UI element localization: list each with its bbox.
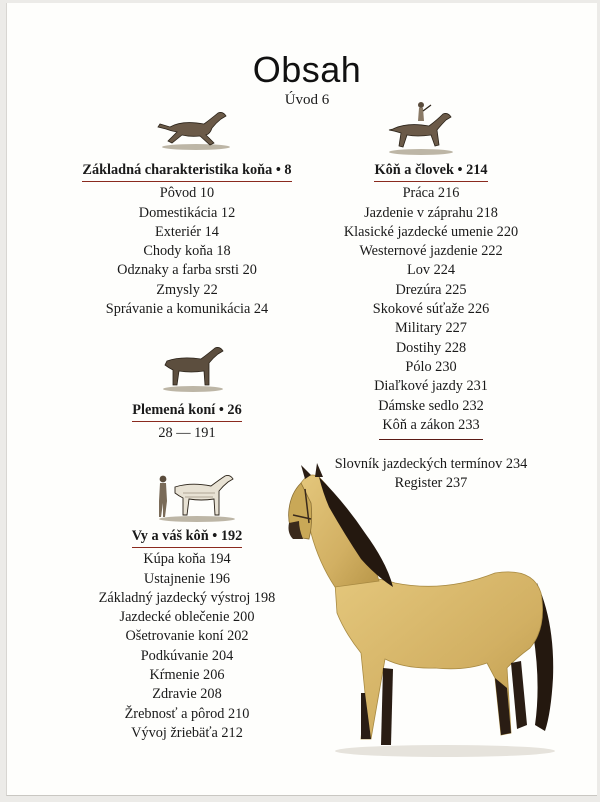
toc-entry[interactable]: Exteriér 14 [155, 223, 219, 240]
horse-rider-illustration [377, 99, 467, 157]
toc-entry[interactable]: Register 237 [394, 475, 468, 492]
page [6, 3, 597, 796]
toc-entry[interactable]: Drezúra 225 [395, 281, 467, 298]
buckskin-horse-photo [275, 463, 575, 763]
section-heading[interactable]: Základná charakteristika koňa • 8 [82, 161, 291, 182]
toc-entry[interactable]: Domestikácia 12 [138, 204, 236, 221]
toc-entry[interactable]: Zdravie 208 [152, 686, 222, 703]
toc-entry[interactable]: Military 227 [395, 320, 467, 337]
toc-entry[interactable]: Správanie a komunikácia 24 [105, 301, 269, 318]
toc-entry[interactable]: Kŕmenie 206 [149, 667, 225, 684]
section-heading[interactable]: Vy a váš kôň • 192 [132, 527, 243, 548]
toc-entry[interactable]: Zmysly 22 [156, 281, 218, 298]
section-heading[interactable]: Plemená koní • 26 [132, 401, 241, 422]
section-breeds [87, 401, 287, 444]
toc-entry[interactable]: Základný jazdecký výstroj 198 [98, 589, 276, 606]
toc-entry[interactable]: Pôvod 10 [159, 185, 215, 202]
toc-entry[interactable]: Podkúvanie 204 [140, 647, 234, 664]
page-title: Obsah [252, 49, 362, 90]
galloping-horse-illustration [152, 107, 242, 153]
toc-entry[interactable]: Skokové súťaže 226 [372, 301, 490, 318]
toc-entry[interactable]: Ustajnenie 196 [143, 570, 231, 587]
toc-entry[interactable]: Dámske sedlo 232 [378, 397, 484, 414]
section-divider [379, 439, 483, 440]
toc-entry[interactable]: Žrebnosť a pôrod 210 [124, 705, 250, 722]
toc-entry[interactable]: 28 — 191 [158, 425, 216, 442]
toc-entry[interactable]: Diaľkové jazdy 231 [374, 378, 488, 395]
toc-entry[interactable]: Westernové jazdenie 222 [359, 243, 503, 260]
section-heading[interactable]: Kôň a človek • 214 [374, 161, 487, 182]
toc-entry[interactable]: Kúpa koňa 194 [143, 551, 231, 568]
toc-entry[interactable]: Kôň a zákon 233 [382, 416, 480, 433]
toc-entry[interactable]: Ošetrovanie koní 202 [125, 628, 249, 645]
section-horse-and-man [320, 161, 542, 435]
toc-entry[interactable]: Klasické jazdecké umenie 220 [343, 223, 519, 240]
toc-entry[interactable]: Chody koňa 18 [143, 243, 231, 260]
man-with-horse-illustration [151, 469, 241, 523]
toc-entry[interactable]: Dostihy 228 [395, 339, 467, 356]
toc-entry[interactable]: Práca 216 [402, 185, 460, 202]
section-you-and-your-horse [67, 527, 307, 743]
toc-entry[interactable]: Pólo 230 [405, 358, 457, 375]
toc-entry[interactable]: Odznaky a farba srsti 20 [117, 262, 257, 279]
section-basic-characteristics [67, 161, 307, 319]
toc-entry[interactable]: Vývoj žriebäťa 212 [131, 724, 243, 741]
standing-horse-illustration [157, 343, 229, 393]
toc-entry[interactable]: Jazdecké oblečenie 200 [119, 609, 255, 626]
toc-entry[interactable]: Lov 224 [406, 262, 456, 279]
toc-entry[interactable]: Jazdenie v záprahu 218 [364, 204, 498, 221]
toc-entry[interactable]: Slovník jazdeckých termínov 234 [334, 456, 528, 472]
intro-entry: Úvod 6 [284, 92, 330, 108]
